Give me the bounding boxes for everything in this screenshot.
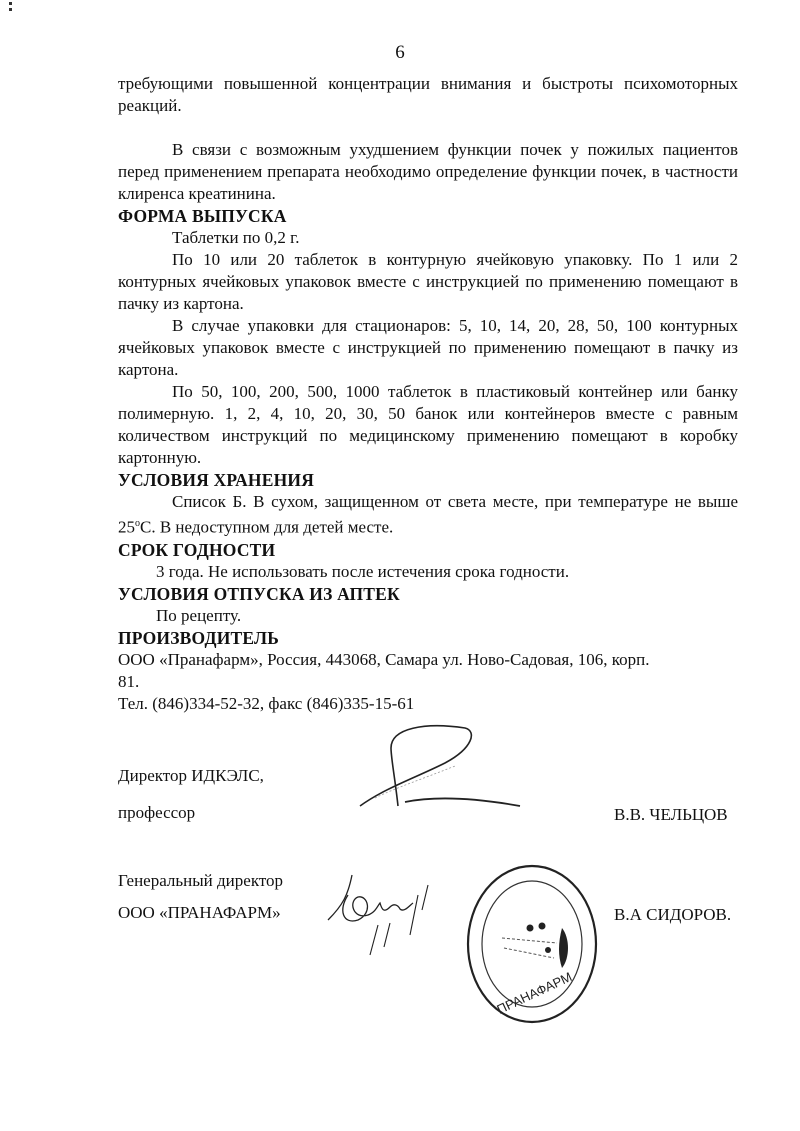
- heading-storage: УСЛОВИЯ ХРАНЕНИЯ: [118, 470, 315, 490]
- signer1-title-line2: профессор: [118, 803, 196, 822]
- body-paragraph-kidney-function: В связи с возможным ухудшением функции почек у пожилых пациентов перед применением препарата необходимо определение функции почек, в частности клиренса креатинина.: [118, 140, 738, 203]
- heading-manufacturer: ПРОИЗВОДИТЕЛЬ: [118, 627, 280, 648]
- release-form-hospital: В случае упаковки для стационаров: 5, 10, 14, 20, 28, 50, 100 контурных ячейковых упаковок вместе с инструкцией по применению помещают в пачку из картона.: [118, 316, 738, 379]
- release-form-blister: По 10 или 20 таблеток в контурную ячейковую упаковку. По 1 или 2 контурных ячейковых упаковок вместе с инструкцией по применению помещают в пачку из картона.: [118, 250, 738, 313]
- degree-sup: o: [135, 518, 140, 529]
- document-body: [118, 73, 738, 715]
- storage-text: [118, 491, 738, 539]
- scan-corner-mark: [9, 2, 12, 14]
- body-paragraph-continued: требующими повышенной концентрации внимания и быстроты психомоторных реакций.: [118, 74, 738, 115]
- release-form-tablets: Таблетки по 0,2 г.: [172, 228, 300, 247]
- manufacturer-address-line2: 81.: [118, 671, 140, 691]
- release-form-container: По 50, 100, 200, 500, 1000 таблеток в пластиковый контейнер или банку полимерную. 1, 2, 4, 10, 20, 30, 50 банок или контейнеров вместе с равным количеством инструкций по медицинскому применению помещают в коробку картонную.: [118, 382, 738, 467]
- stamp-center-text: ПРАНАФАРМ: [494, 969, 575, 1017]
- storage-text-b: С. В недоступном для детей месте.: [140, 517, 394, 537]
- manufacturer-address-line1: ООО «Пранафарм», Россия, 443068, Самара ул. Ново-Садовая, 106, корп.: [118, 649, 650, 669]
- signer2-title-line1: Генеральный директор: [118, 871, 284, 890]
- heading-release-form: ФОРМА ВЫПУСКА: [118, 206, 287, 226]
- page-number: 6: [395, 42, 405, 63]
- paragraph-gap: [118, 117, 738, 139]
- heading-shelf-life: СРОК ГОДНОСТИ: [118, 539, 276, 560]
- signer1-name: В.В. ЧЕЛЬЦОВ: [614, 805, 728, 824]
- storage-text-a: Список Б. В сухом, защищенном от света месте, при температуре не выше 25: [118, 492, 738, 537]
- signer2-title-line2: ООО «ПРАНАФАРМ»: [118, 903, 281, 922]
- signer2-name: В.А СИДОРОВ.: [614, 905, 732, 924]
- company-stamp-icon: [462, 858, 602, 1028]
- heading-dispensing: УСЛОВИЯ ОТПУСКА ИЗ АПТЕК: [118, 583, 400, 604]
- signature-icon-2: [318, 865, 448, 960]
- signature-icon-1: [305, 718, 525, 818]
- shelf-life-text: 3 года. Не использовать после истечения срока годности.: [156, 561, 570, 581]
- signer1-title-line1: Директор ИДКЭЛС,: [118, 766, 264, 785]
- manufacturer-phones: Тел. (846)334-52-32, факс (846)335-15-61: [118, 693, 415, 713]
- dispensing-text: По рецепту.: [156, 605, 242, 625]
